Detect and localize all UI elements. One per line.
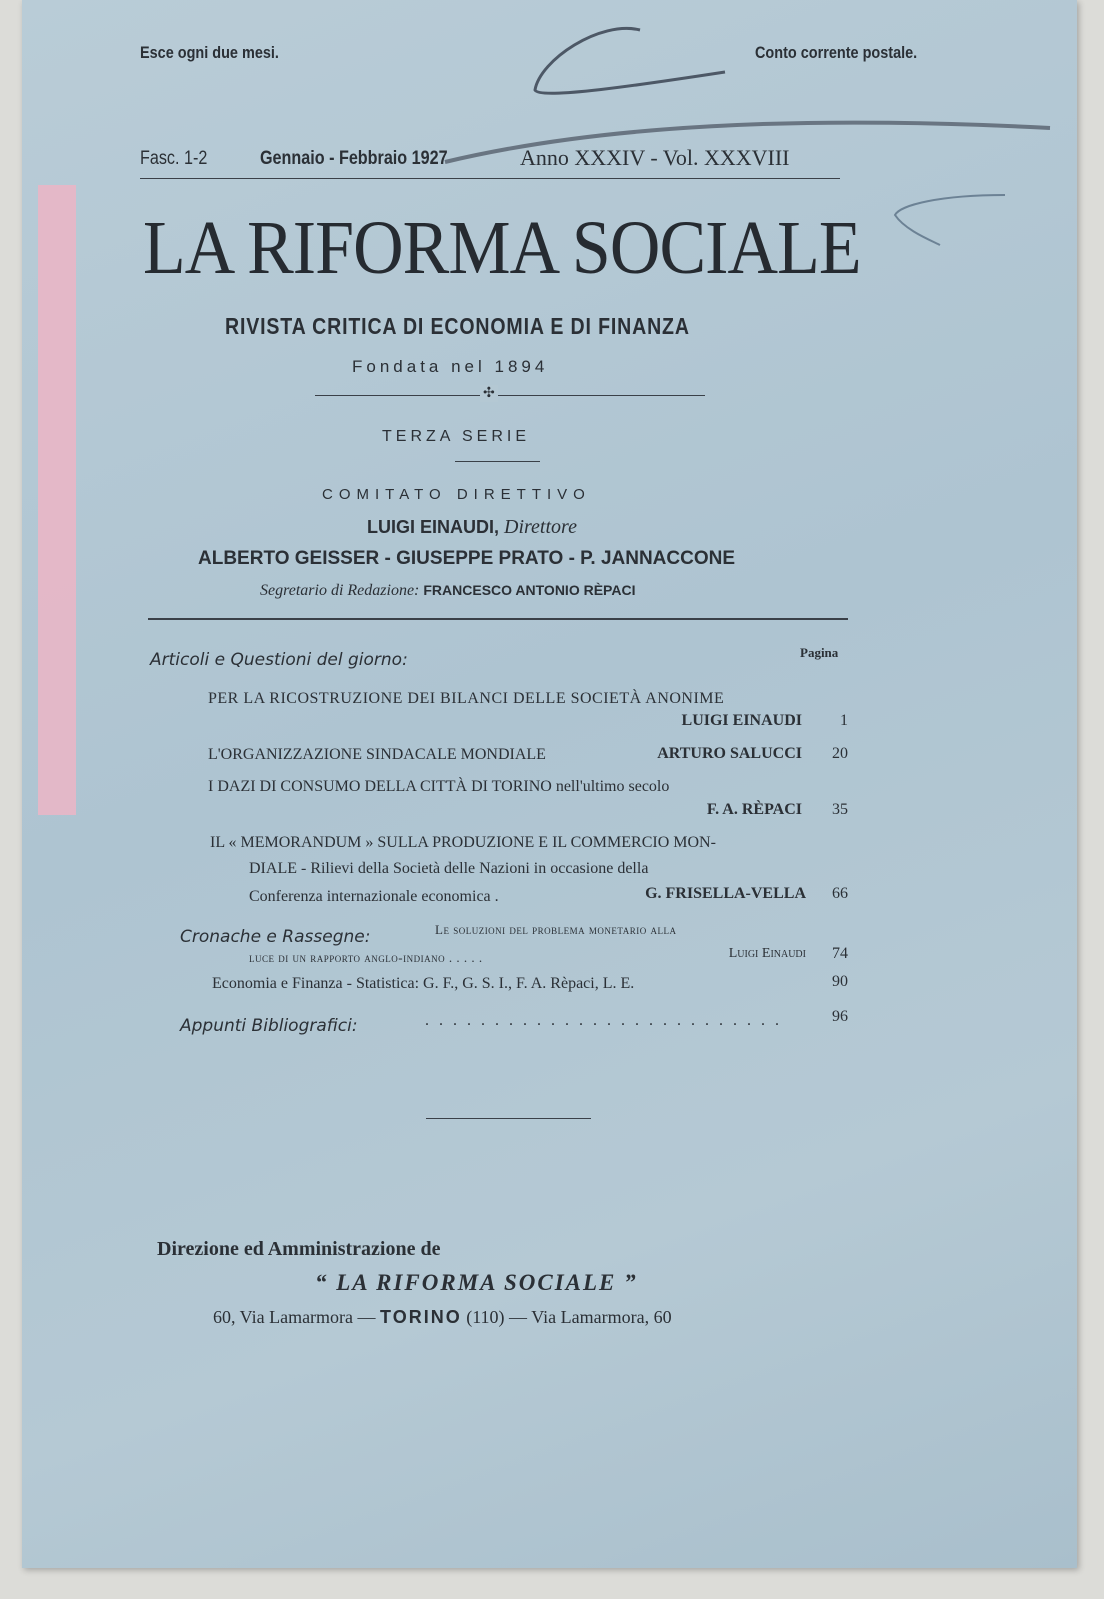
fascicolo: Fasc. 1-2: [140, 148, 208, 169]
appunti-page: 96: [832, 1008, 848, 1025]
committee-members: ALBERTO GEISSER - GIUSEPPE PRATO - P. JANNACCONE: [198, 548, 736, 569]
divider: [140, 178, 840, 179]
series: TERZA SERIE: [382, 428, 531, 445]
leader-dots: . . . . . . . . . . . . . . . . . . . . . . . . . .: [425, 1012, 782, 1029]
journal-subtitle: RIVISTA CRITICA DI ECONOMIA E DI FINANZA: [225, 313, 690, 339]
issue-date: Gennaio - Febbraio 1927: [260, 148, 448, 169]
founded-line: Fondata nel 1894: [352, 357, 549, 376]
divider: [426, 1118, 591, 1119]
article-page: 20: [832, 745, 848, 762]
ornament: ✣: [480, 385, 498, 402]
journal-title: LA RIFORMA SOCIALE: [143, 206, 861, 290]
handwritten-c-mark: [535, 28, 725, 93]
volume: Anno XXXIV - Vol. XXXVIII: [520, 145, 790, 170]
article-page: 35: [832, 801, 848, 818]
pen-stroke-right: [895, 195, 1005, 245]
article-title: PER LA RICOSTRUZIONE DEI BILANCI DELLE SOCIETÀ ANONIME: [208, 690, 725, 707]
director-name: LUIGI EINAUDI,: [367, 517, 500, 537]
cronache-title-line: Le soluzioni del problema monetario alla: [435, 922, 677, 937]
footer-journal-name: “ LA RIFORMA SOCIALE ”: [315, 1270, 638, 1295]
article-title-line: Conferenza internazionale economica .: [249, 888, 499, 905]
cronache-title-line: luce di un rapporto anglo-indiano . . . . .: [249, 950, 483, 965]
secretary-line: [260, 582, 635, 600]
divider: [148, 618, 848, 620]
article-author: ARTURO SALUCCI: [657, 745, 802, 762]
section-articoli: Articoli e Questioni del giorno:: [150, 650, 408, 670]
committee-heading: COMITATO DIRETTIVO: [322, 486, 591, 503]
address-right: — Via Lamarmora, 60: [509, 1307, 672, 1327]
footer-direction: Direzione ed Amministrazione de: [157, 1238, 441, 1260]
address-left: 60, Via Lamarmora —: [213, 1307, 376, 1327]
economia-line: Economia e Finanza - Statistica: G. F., G. S. I., F. A. Rèpaci, L. E.: [212, 975, 635, 992]
page-column-label: Pagina: [800, 645, 839, 660]
economia-page: 90: [832, 973, 848, 990]
article-author: LUIGI EINAUDI: [681, 712, 802, 729]
director-line: [367, 516, 577, 539]
postal-code: (110): [466, 1307, 505, 1327]
article-title-line: IL « MEMORANDUM » SULLA PRODUZIONE E IL COMMERCIO MON-: [210, 834, 716, 851]
director-role: Direttore: [504, 516, 577, 538]
article-page: 1: [840, 712, 848, 729]
city: TORINO: [380, 1307, 462, 1327]
article-title-line: DIALE - Rilievi della Società delle Nazioni in occasione della: [249, 860, 649, 877]
article-title: I DAZI DI CONSUMO DELLA CITTÀ DI TORINO nell'ultimo secolo: [208, 778, 670, 795]
article-page: 66: [832, 885, 848, 902]
footer-address: [213, 1307, 672, 1328]
article-author: G. FRISELLA-VELLA: [645, 885, 806, 902]
section-cronache: Cronache e Rassegne:: [180, 927, 371, 947]
postal-account-note: Conto corrente postale.: [755, 43, 918, 62]
divider: [455, 461, 540, 462]
section-appunti: Appunti Bibliografici:: [180, 1016, 358, 1036]
article-title: L'ORGANIZZAZIONE SINDACALE MONDIALE: [208, 746, 546, 763]
ornament-rule: [315, 395, 705, 396]
secretary-label: Segretario di Redazione:: [260, 582, 420, 599]
frequency-note: Esce ogni due mesi.: [140, 43, 279, 62]
cronache-page: 74: [832, 945, 848, 962]
article-author: F. A. RÈPACI: [706, 801, 802, 818]
cronache-author: Luigi Einaudi: [728, 946, 806, 961]
secretary-name: FRANCESCO ANTONIO RÈPACI: [423, 582, 636, 598]
